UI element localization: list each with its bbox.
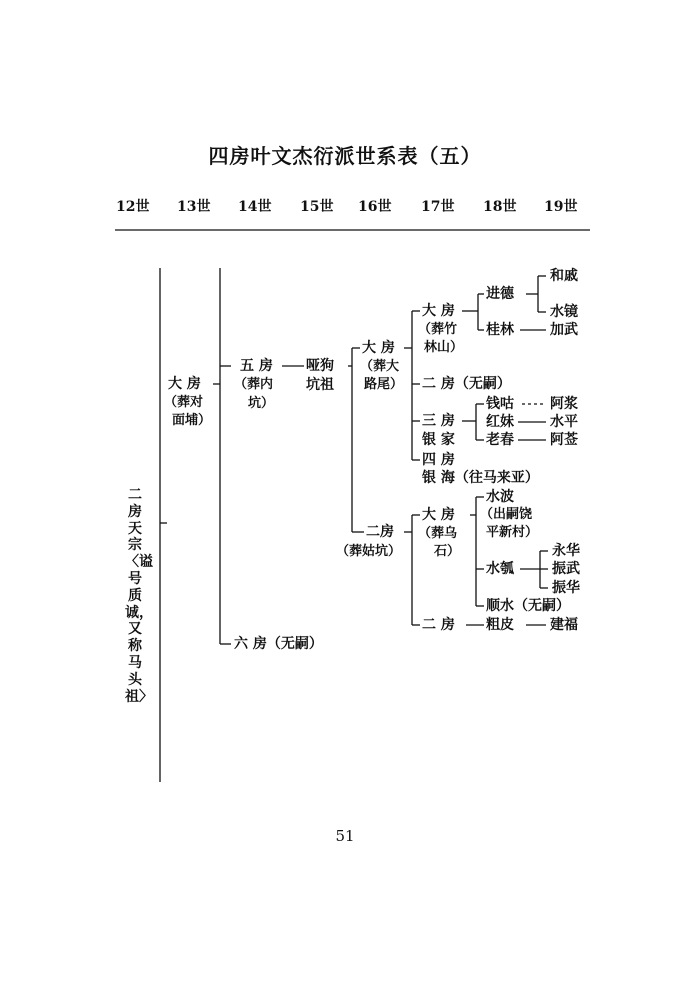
node-note: （葬姑坑）	[336, 544, 402, 559]
node-g19-heqi: 和戚	[550, 268, 578, 284]
node-note: 坑）	[248, 396, 275, 411]
node-g15-kengzu: 坑祖	[306, 377, 334, 393]
generation-label: 13世	[177, 199, 211, 215]
page-title: 四房叶文杰衍派世系表（五）	[208, 144, 482, 168]
node-g18-hongmei: 红妹	[486, 414, 514, 430]
node-g18-shuibo: 水波	[486, 489, 514, 505]
generation-label: 12世	[116, 199, 150, 215]
node-note: （葬对	[164, 395, 204, 410]
generation-label: 14世	[238, 199, 272, 215]
node-g16-da: 大 房	[362, 340, 395, 356]
page-number: 51	[335, 827, 355, 845]
node-g17-b-er: 二 房	[422, 617, 455, 633]
node-note: 面埔）	[172, 413, 212, 428]
node-g18-shuihu: 水瓠	[486, 561, 514, 577]
node-g19-zhenwu: 振武	[552, 561, 580, 577]
node-g18-qianzhan: 钱咕	[486, 396, 514, 412]
node-g17-b-da: 大 房	[422, 507, 455, 523]
generation-label: 18世	[483, 199, 517, 215]
node-note: （葬乌	[418, 526, 458, 541]
node-g17-si: 四 房	[422, 452, 455, 468]
node-g16-er: 二房	[366, 524, 394, 540]
node-g17-da: 大 房	[422, 303, 455, 319]
node-g19-shuiping: 水平	[550, 414, 578, 430]
node-note: （葬大	[360, 359, 400, 374]
node-g18-laochun: 老春	[486, 432, 514, 448]
node-g18-guilin: 桂林	[486, 322, 514, 338]
generation-label: 15世	[300, 199, 334, 215]
node-note: （葬竹	[418, 322, 458, 337]
node-note: （葬内	[234, 377, 274, 392]
node-note: 路尾）	[364, 377, 404, 392]
generation-label: 17世	[421, 199, 455, 215]
node-g19-jiawu: 加武	[550, 322, 578, 338]
node-g18-cupi: 粗皮	[486, 617, 514, 633]
node-g17-si-name: 银 海（往马来亚）	[422, 470, 539, 486]
root-ancestor: 二房天宗〈谥号质诚，又称马头祖〉	[125, 487, 153, 705]
node-note: 林山）	[424, 340, 464, 355]
node-g19-yonghua: 永华	[552, 543, 580, 559]
node-g18-shunshui: 顺水（无嗣）	[486, 598, 570, 614]
node-note: 平新村）	[486, 525, 539, 540]
node-g19-zhenhua: 振华	[552, 580, 580, 596]
node-g14-liu: 六 房（无嗣）	[234, 636, 323, 652]
node-g17-san-name: 银 家	[422, 432, 455, 448]
node-g13-da: 大 房	[168, 376, 201, 392]
generation-label: 16世	[358, 199, 392, 215]
node-g15-yagou: 哑狗	[306, 358, 334, 374]
node-g14-wu: 五 房	[240, 358, 273, 374]
node-g19-jianfu: 建福	[550, 617, 578, 633]
node-g19-axian: 阿莶	[550, 432, 578, 448]
node-g17-san: 三 房	[422, 413, 455, 429]
generation-label: 19世	[544, 199, 578, 215]
node-g17-er: 二 房（无嗣）	[422, 376, 511, 392]
node-note: 石）	[434, 544, 461, 559]
node-g19-aqiu: 阿浆	[550, 396, 578, 412]
node-g18-jinde: 进德	[486, 286, 514, 302]
node-note: （出嗣饶	[480, 507, 533, 522]
node-g19-shuijing: 水镜	[550, 304, 578, 320]
